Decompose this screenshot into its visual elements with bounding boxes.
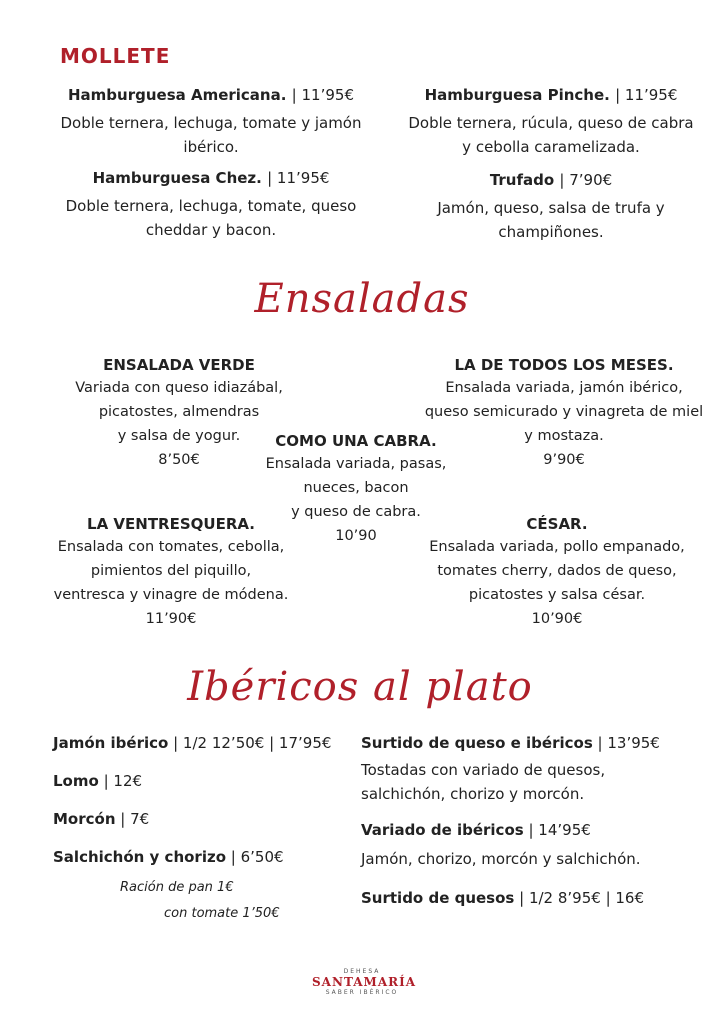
iberico-price: | 14’95€ [528,821,591,839]
salad-desc-line: Variada con queso idiazábal, [75,380,283,396]
item-desc-line: ibérico. [183,138,239,156]
salad-desc-line: picatostes, almendras [98,404,260,420]
iberico-desc-line: salchichón, chorizo y morcón. [361,785,585,803]
logo-main-text: SANTAMARÍA [312,975,417,989]
salad-name: CÉSAR. [526,515,588,533]
menu-item-hamburguesa-chez: Hamburguesa Chez. | 11’95€ Doble ternera, lechuga, tomate, queso cheddar y bacon. [46,169,376,242]
salad-desc-line: Ensalada con tomates, cebolla, [57,539,285,555]
salad-desc-line: y queso de cabra. [291,504,421,520]
salad-price: 11’90€ [145,611,197,627]
brand-logo [312,968,417,996]
logo-top-text: DEHESA [343,968,381,975]
iberico-name: Surtido de quesos [361,889,515,907]
salad-desc-line: ventresca y vinagre de módena. [53,587,289,603]
salad-name: LA VENTRESQUERA. [87,515,255,533]
item-price: 7’90€ [569,171,613,189]
bread-tomato-price-line: con tomate 1’50€ [164,906,280,921]
item-price: 11’95€ [301,86,354,104]
iberico-item-surtido-queso-ibericos [361,734,711,806]
salad-desc-line: nueces, bacon [303,480,409,496]
item-name: Hamburguesa Chez. [92,169,262,187]
salad-item-la-ventresquera [40,515,302,631]
item-desc-line: Doble ternera, rúcula, queso de cabra [408,114,694,132]
iberico-name: Morcón [53,810,116,828]
iberico-price: | 13’95€ [597,734,660,752]
section-heading-ensaladas: Ensaladas [254,276,470,322]
iberico-item-lomo [53,772,353,790]
iberico-price: | 7€ [120,810,150,828]
salad-name: COMO UNA CABRA. [275,432,437,450]
logo-bottom-text: SABER IBÉRICO [325,989,399,996]
salad-desc-line: Ensalada variada, jamón ibérico, [445,380,683,396]
iberico-name: Jamón ibérico [53,734,169,752]
salad-item-cesar [412,515,702,631]
iberico-price: | 12€ [103,772,143,790]
iberico-item-salchichon-chorizo [53,848,353,866]
salad-desc-line: tomates cherry, dados de queso, [437,563,677,579]
item-name: Hamburguesa Americana. [67,86,287,104]
salad-desc-line: y mostaza. [524,428,604,444]
salad-desc-line: Ensalada variada, pollo empanado, [429,539,685,555]
item-price: 11’95€ [624,86,678,104]
item-desc-line: Doble ternera, lechuga, tomate y jamón [60,114,362,132]
iberico-name: Lomo [53,772,99,790]
salad-name: LA DE TODOS LOS MESES. [454,356,674,374]
menu-item-trufado: Trufado | 7’90€ Jamón, queso, salsa de trufa y champiñones. [386,171,716,244]
salad-price: 8’50€ [158,452,200,468]
iberico-item-surtido-quesos [361,889,711,907]
salad-desc-line: queso semicurado y vinagreta de miel [424,404,704,420]
item-desc-line: Doble ternera, lechuga, tomate, queso [65,197,357,215]
iberico-name: Surtido de queso e ibéricos [361,734,593,752]
item-name: Trufado [489,171,555,189]
section-heading-mollete: MOLLETE [60,44,171,68]
iberico-price: | 6’50€ [230,848,284,866]
item-desc-line: Jamón, queso, salsa de trufa y [437,199,665,217]
iberico-price: | 1/2 8’95€ | 16€ [519,889,645,907]
item-desc-line: y cebolla caramelizada. [462,138,640,156]
salad-desc-line: y salsa de yogur. [117,428,241,444]
item-desc-line: cheddar y bacon. [145,221,277,239]
salad-name: ENSALADA VERDE [103,356,255,374]
salad-price: 9’90€ [543,452,585,468]
salad-price: 10’90€ [531,611,583,627]
salad-price: 10’90 [335,528,377,544]
iberico-item-jamon [53,734,353,752]
salad-desc-line: Ensalada variada, pasas, [265,456,447,472]
menu-item-hamburguesa-pinche: Hamburguesa Pinche. | 11’95€ Doble ternera, rúcula, queso de cabra y cebolla caramelizada. [386,86,716,159]
iberico-item-morcon [53,810,353,828]
iberico-name: Variado de ibéricos [361,821,524,839]
salad-desc-line: picatostes y salsa césar. [468,587,646,603]
salad-desc-line: pimientos del piquillo, [90,563,252,579]
iberico-price: | 1/2 12’50€ | 17’95€ [173,734,332,752]
iberico-item-variado-ibericos [361,821,711,871]
section-heading-ibericos: Ibéricos al plato [187,664,533,710]
menu-item-hamburguesa-americana: Hamburguesa Americana. | 11’95€ Doble ternera, lechuga, tomate y jamón ibérico. [46,86,376,159]
item-price: 11’95€ [276,169,330,187]
bread-price-line: Ración de pan 1€ [120,880,234,895]
iberico-name: Salchichón y chorizo [53,848,227,866]
item-name: Hamburguesa Pinche. [424,86,610,104]
iberico-desc-line: Jamón, chorizo, morcón y salchichón. [361,850,641,868]
iberico-desc-line: Tostadas con variado de quesos, [361,761,606,779]
item-desc-line: champiñones. [498,223,604,241]
